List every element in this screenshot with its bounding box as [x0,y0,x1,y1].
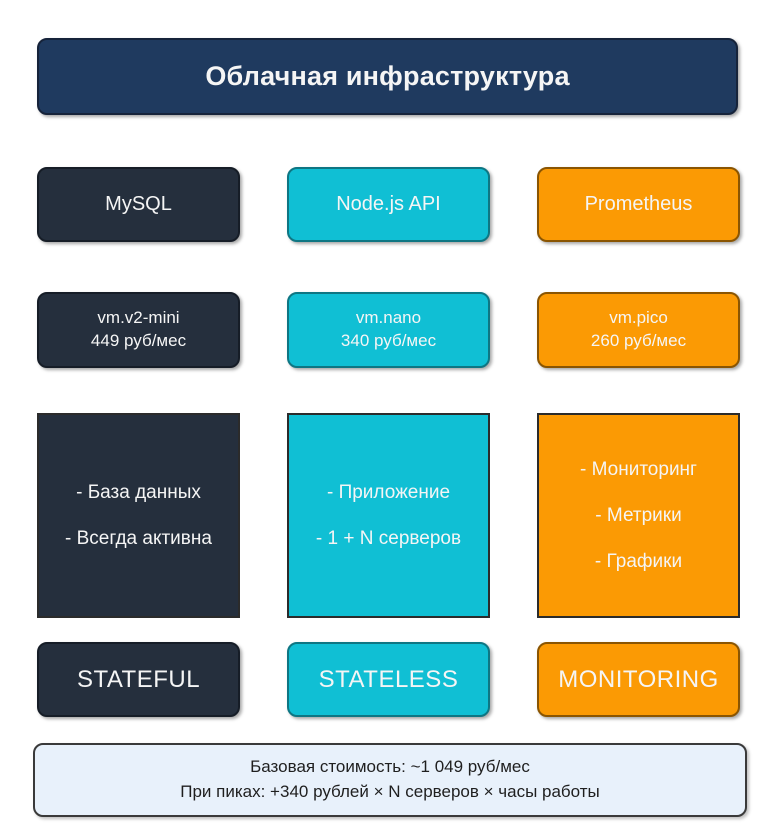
peak-cost-line: При пиках: +340 рублей × N серверов × часы работы [180,782,600,801]
feature-item: - 1 + N серверов [315,527,462,549]
features-box-stateful [37,413,240,618]
feature-item: - Графики [594,550,683,572]
service-box-nodejs-api [287,167,490,242]
features-box-stateless [287,413,490,618]
base-cost-line: Базовая стоимость: ~1 049 руб/мес [250,757,530,777]
vm-row [37,292,775,368]
service-box-mysql [37,167,240,242]
feature-item: - Метрики [595,504,682,526]
feature-item: - База данных [76,481,201,503]
vm-name: vm.v2-mini [97,308,180,328]
service-label: Node.js API [336,193,441,215]
service-label: MySQL [105,193,172,215]
category-box-monitoring [537,642,740,717]
diagram-title: Облачная инфраструктура [205,61,570,91]
vm-name: vm.pico [609,308,668,328]
vm-box-stateless [287,292,490,368]
vm-name: vm.nano [355,308,422,328]
vm-box-monitoring [537,292,740,368]
category-box-stateful [37,642,240,717]
feature-item: - Всегда активна [65,527,212,549]
category-box-stateless [287,642,490,717]
cost-summary-box [33,743,747,817]
vm-box-stateful [37,292,240,368]
features-box-monitoring [537,413,740,618]
diagram-title-box [37,38,738,115]
category-row [37,642,775,717]
features-row [37,413,775,618]
category-label: STATEFUL [76,665,201,693]
vm-price: 449 руб/мес [90,331,187,350]
category-label: STATELESS [318,665,459,693]
feature-item: - Приложение [326,481,451,503]
services-row [37,167,775,242]
feature-item: - Мониторинг [580,458,697,480]
category-label: MONITORING [558,665,719,693]
service-label: Prometheus [584,193,693,215]
vm-price: 260 руб/мес [590,331,687,350]
vm-price: 340 руб/мес [340,331,437,350]
service-box-prometheus [537,167,740,242]
